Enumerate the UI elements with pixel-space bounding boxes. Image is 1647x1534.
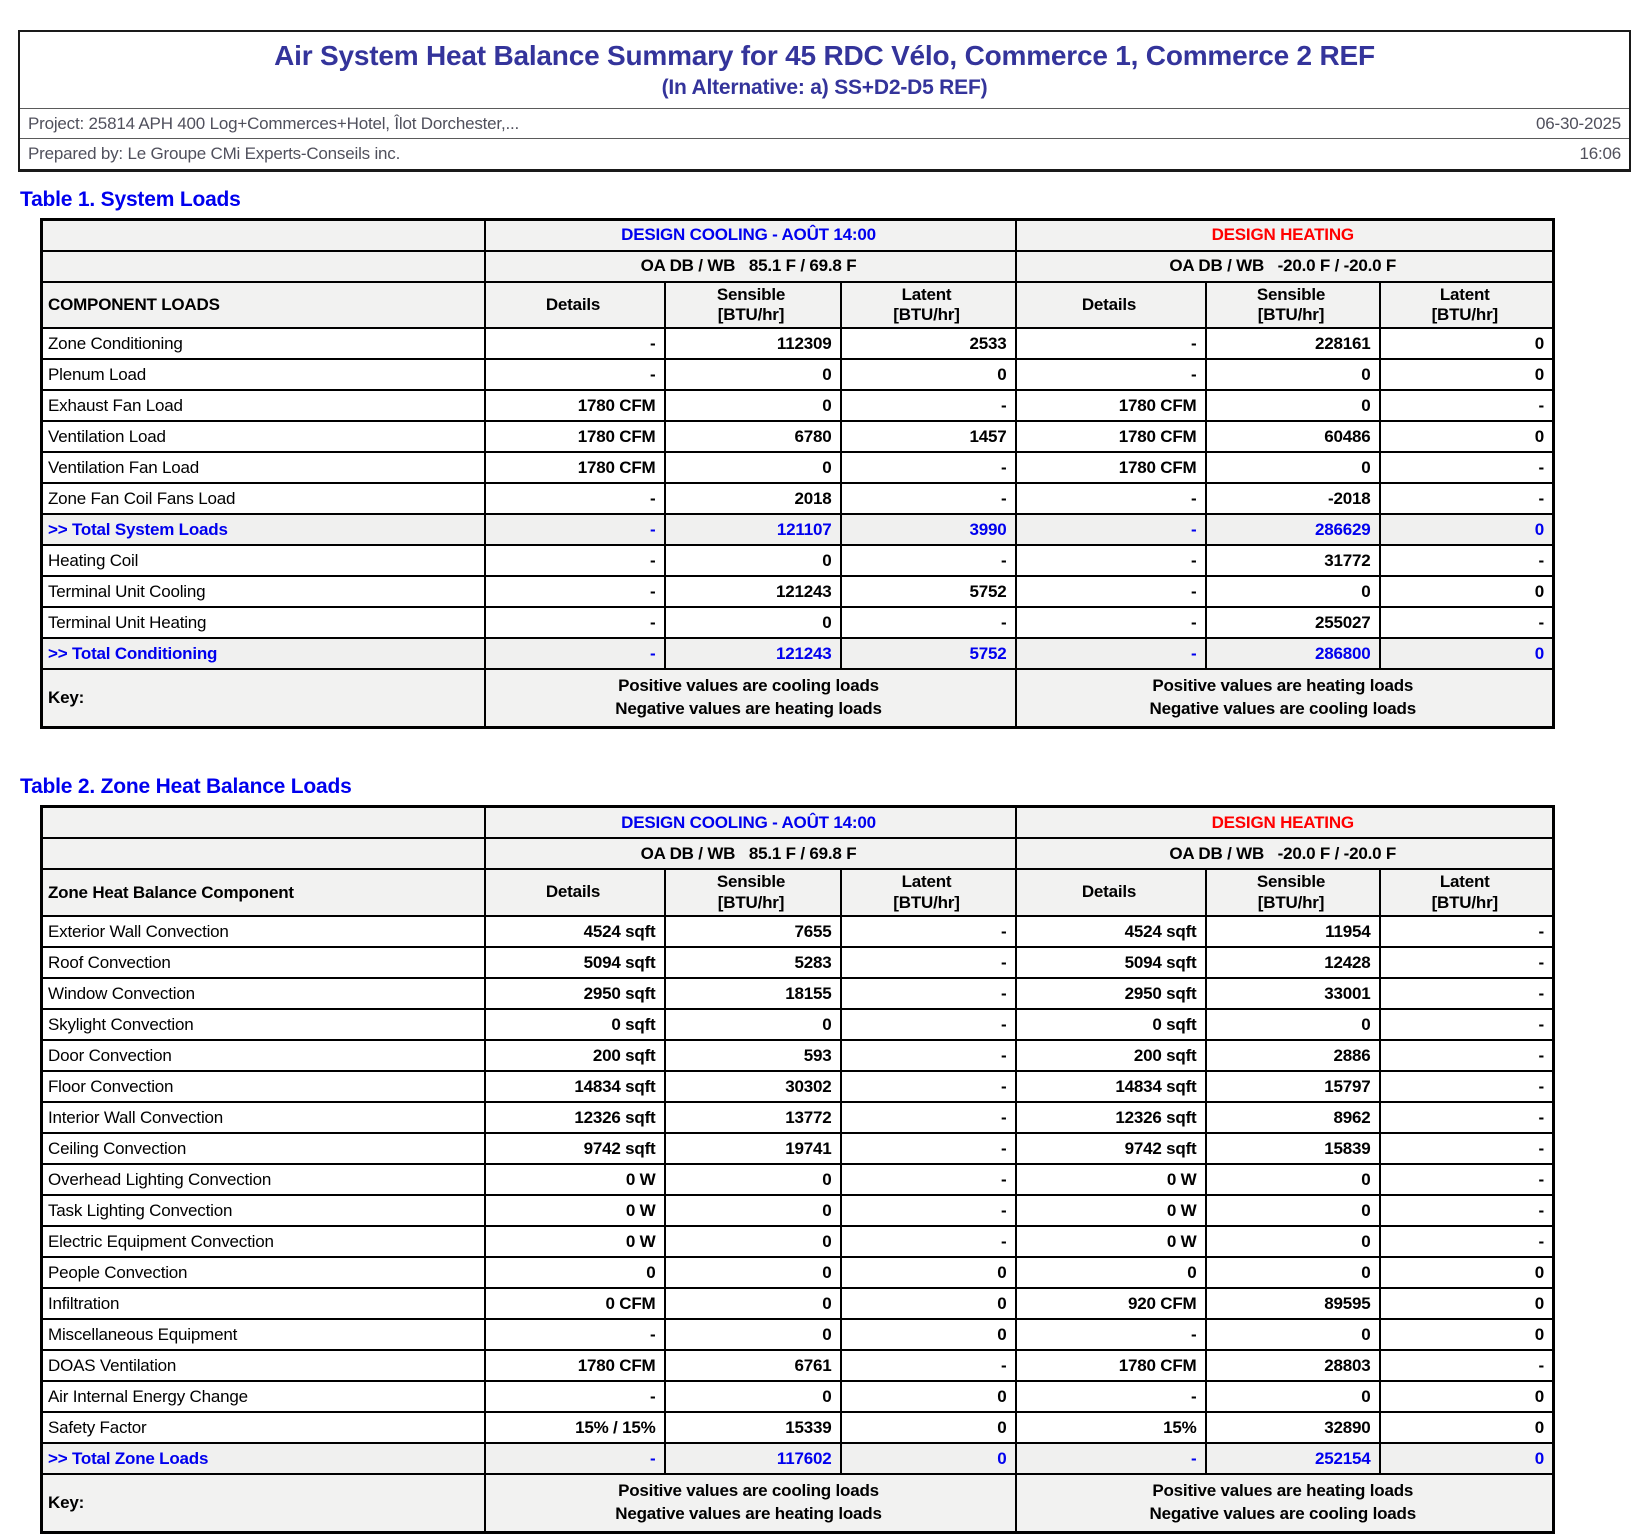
row-label: Exhaust Fan Load: [42, 390, 485, 421]
design-heating-header: DESIGN HEATING: [1016, 219, 1554, 251]
row-label: Window Convection: [42, 978, 485, 1009]
details-header: Details: [1016, 869, 1206, 916]
cell-value: -: [1016, 1319, 1206, 1350]
cell-value: -: [841, 947, 1016, 978]
cell-value: 200 sqft: [1016, 1040, 1206, 1071]
table-row: [42, 1164, 1554, 1195]
table-1-caption: Table 1. System Loads: [20, 187, 241, 211]
cell-value: 1780 CFM: [485, 1350, 665, 1381]
cell-value: 252154: [1206, 1443, 1380, 1474]
row-label: Safety Factor: [42, 1412, 485, 1443]
cell-value: -: [841, 1040, 1016, 1071]
cell-value: -: [485, 359, 665, 390]
oa-header-row: [42, 838, 1554, 869]
cell-value: -: [841, 1009, 1016, 1040]
table-row: [42, 545, 1554, 576]
cell-value: 0: [1380, 1319, 1554, 1350]
row-label: Air Internal Energy Change: [42, 1381, 485, 1412]
sensible-header: Sensible [BTU/hr]: [665, 282, 841, 329]
table-row: [42, 390, 1554, 421]
cell-value: 255027: [1206, 607, 1380, 638]
row-label: Ceiling Convection: [42, 1133, 485, 1164]
cell-value: 0 sqft: [485, 1009, 665, 1040]
cell-value: -: [1380, 1226, 1554, 1257]
cell-value: 4524 sqft: [485, 916, 665, 947]
report-date: 06-30-2025: [1536, 114, 1621, 133]
cell-value: 5094 sqft: [1016, 947, 1206, 978]
table-row: [42, 607, 1554, 638]
cell-value: -: [1016, 607, 1206, 638]
project-line: Project: 25814 APH 400 Log+Commerces+Hotel, Îlot Dorchester,...: [28, 114, 520, 133]
table-row: [42, 1195, 1554, 1226]
component-loads-header: COMPONENT LOADS: [42, 282, 485, 329]
cell-value: 0: [665, 1381, 841, 1412]
prepared-row: [20, 138, 1629, 168]
row-label: Zone Fan Coil Fans Load: [42, 483, 485, 514]
row-label: DOAS Ventilation: [42, 1350, 485, 1381]
cell-value: 0: [1380, 359, 1554, 390]
table-row: [42, 421, 1554, 452]
cell-value: 0: [841, 1381, 1016, 1412]
cell-value: 286629: [1206, 514, 1380, 545]
cell-value: 0 W: [485, 1226, 665, 1257]
system-loads-table: [40, 218, 1555, 730]
cell-value: -: [485, 638, 665, 669]
report-header: [18, 30, 1631, 172]
cell-value: 0: [1206, 1009, 1380, 1040]
cell-value: 0 sqft: [1016, 1009, 1206, 1040]
cell-value: 0: [665, 545, 841, 576]
cell-value: 0: [841, 1319, 1016, 1350]
cell-value: 0 CFM: [485, 1288, 665, 1319]
cell-value: -: [485, 483, 665, 514]
cell-value: 7655: [665, 916, 841, 947]
table-row: [42, 1071, 1554, 1102]
cell-value: -: [1016, 1443, 1206, 1474]
cell-value: -: [1016, 483, 1206, 514]
cell-value: -: [841, 1071, 1016, 1102]
cell-value: 0: [665, 1164, 841, 1195]
cell-value: 0: [1380, 421, 1554, 452]
spacer-cell: [42, 219, 485, 251]
cell-value: 1780 CFM: [1016, 421, 1206, 452]
row-label: Roof Convection: [42, 947, 485, 978]
cell-value: -: [1380, 483, 1554, 514]
total-row: [42, 638, 1554, 669]
row-label: Interior Wall Convection: [42, 1102, 485, 1133]
cell-value: 32890: [1206, 1412, 1380, 1443]
cell-value: 15839: [1206, 1133, 1380, 1164]
design-cooling-header: DESIGN COOLING - AOÛT 14:00: [485, 807, 1016, 839]
table-row: [42, 359, 1554, 390]
key-cooling-text: Positive values are cooling loads Negative values are heating loads: [485, 669, 1016, 728]
design-cooling-header: DESIGN COOLING - AOÛT 14:00: [485, 219, 1016, 251]
cell-value: 31772: [1206, 545, 1380, 576]
cell-value: -: [1016, 1381, 1206, 1412]
row-label: Infiltration: [42, 1288, 485, 1319]
cell-value: 0: [1206, 1319, 1380, 1350]
cell-value: -: [841, 978, 1016, 1009]
table-2-caption: Table 2. Zone Heat Balance Loads: [20, 775, 352, 799]
latent-header: Latent [BTU/hr]: [841, 282, 1016, 329]
details-header: Details: [485, 282, 665, 329]
cell-value: 0: [1380, 576, 1554, 607]
cell-value: 1780 CFM: [485, 421, 665, 452]
cell-value: 920 CFM: [1016, 1288, 1206, 1319]
cell-value: 121243: [665, 576, 841, 607]
cell-value: 0: [841, 1412, 1016, 1443]
table-row: [42, 1257, 1554, 1288]
cell-value: 1780 CFM: [485, 452, 665, 483]
cell-value: 121107: [665, 514, 841, 545]
table-row: [42, 576, 1554, 607]
row-label: Plenum Load: [42, 359, 485, 390]
cell-value: 0: [1380, 1288, 1554, 1319]
cell-value: 112309: [665, 328, 841, 359]
latent-header: Latent [BTU/hr]: [841, 869, 1016, 916]
cell-value: 0: [841, 1257, 1016, 1288]
cell-value: 19741: [665, 1133, 841, 1164]
cell-value: 2886: [1206, 1040, 1380, 1071]
cell-value: 3990: [841, 514, 1016, 545]
cell-value: 121243: [665, 638, 841, 669]
table-row: [42, 1226, 1554, 1257]
cell-value: 5752: [841, 638, 1016, 669]
row-label: Heating Coil: [42, 545, 485, 576]
table-row: [42, 1319, 1554, 1350]
key-heating-text: Positive values are heating loads Negative values are cooling loads: [1016, 1474, 1554, 1533]
cell-value: 2018: [665, 483, 841, 514]
design-header-row: [42, 807, 1554, 839]
oa-cooling-cell: OA DB / WB 85.1 F / 69.8 F: [485, 251, 1016, 282]
cell-value: -: [485, 328, 665, 359]
oa-heating-cell: OA DB / WB -20.0 F / -20.0 F: [1016, 251, 1554, 282]
cell-value: 593: [665, 1040, 841, 1071]
cell-value: -: [841, 1133, 1016, 1164]
cell-value: 228161: [1206, 328, 1380, 359]
cell-value: 0: [665, 1226, 841, 1257]
cell-value: -: [841, 452, 1016, 483]
cell-value: 0: [1206, 452, 1380, 483]
latent-header: Latent [BTU/hr]: [1380, 869, 1554, 916]
cell-value: 0: [1206, 1381, 1380, 1412]
cell-value: 0: [485, 1257, 665, 1288]
cell-value: -: [1016, 545, 1206, 576]
cell-value: 0: [665, 1257, 841, 1288]
cell-value: -: [485, 545, 665, 576]
table-row: [42, 1350, 1554, 1381]
row-label: Zone Conditioning: [42, 328, 485, 359]
cell-value: 12326 sqft: [1016, 1102, 1206, 1133]
report-title: Air System Heat Balance Summary for 45 RDC Vélo, Commerce 1, Commerce 2 REF: [274, 40, 1375, 71]
table-row: [42, 947, 1554, 978]
row-label: Miscellaneous Equipment: [42, 1319, 485, 1350]
cell-value: -: [485, 1443, 665, 1474]
cell-value: 9742 sqft: [1016, 1133, 1206, 1164]
cell-value: 14834 sqft: [485, 1071, 665, 1102]
cell-value: 0: [1016, 1257, 1206, 1288]
cell-value: 2950 sqft: [485, 978, 665, 1009]
oa-header-row: [42, 251, 1554, 282]
cell-value: 18155: [665, 978, 841, 1009]
table-row: [42, 916, 1554, 947]
cell-value: 0: [1380, 1257, 1554, 1288]
cell-value: 0: [665, 359, 841, 390]
table-row: [42, 1040, 1554, 1071]
row-label: Ventilation Load: [42, 421, 485, 452]
key-label: Key:: [42, 669, 485, 728]
table-row: [42, 328, 1554, 359]
table-row: [42, 1009, 1554, 1040]
cell-value: 33001: [1206, 978, 1380, 1009]
cell-value: -: [485, 576, 665, 607]
row-label: Task Lighting Convection: [42, 1195, 485, 1226]
cell-value: -: [1380, 916, 1554, 947]
row-label: Skylight Convection: [42, 1009, 485, 1040]
details-header: Details: [1016, 282, 1206, 329]
cell-value: 6780: [665, 421, 841, 452]
cell-value: 1780 CFM: [1016, 390, 1206, 421]
cell-value: -: [1016, 576, 1206, 607]
cell-value: 6761: [665, 1350, 841, 1381]
cell-value: 1780 CFM: [1016, 452, 1206, 483]
cell-value: 0: [1380, 328, 1554, 359]
row-label: Floor Convection: [42, 1071, 485, 1102]
sensible-header: Sensible [BTU/hr]: [1206, 869, 1380, 916]
cell-value: 9742 sqft: [485, 1133, 665, 1164]
details-header: Details: [485, 869, 665, 916]
cell-value: 117602: [665, 1443, 841, 1474]
cell-value: -: [1380, 947, 1554, 978]
row-label: Electric Equipment Convection: [42, 1226, 485, 1257]
prepared-line: Prepared by: Le Groupe CMi Experts-Conseils inc.: [28, 144, 401, 164]
table-row: [42, 1133, 1554, 1164]
cell-value: -: [841, 916, 1016, 947]
column-header-row: [42, 282, 1554, 329]
cell-value: 14834 sqft: [1016, 1071, 1206, 1102]
cell-value: -: [1380, 1040, 1554, 1071]
row-label: People Convection: [42, 1257, 485, 1288]
cell-value: 1457: [841, 421, 1016, 452]
cell-value: 0: [841, 1288, 1016, 1319]
key-label: Key:: [42, 1474, 485, 1533]
cell-value: -: [1380, 452, 1554, 483]
table-row: [42, 1102, 1554, 1133]
cell-value: 15%: [1016, 1412, 1206, 1443]
cell-value: 200 sqft: [485, 1040, 665, 1071]
latent-header: Latent [BTU/hr]: [1380, 282, 1554, 329]
oa-heating-cell: OA DB / WB -20.0 F / -20.0 F: [1016, 838, 1554, 869]
column-header-row: [42, 869, 1554, 916]
cell-value: 0 W: [485, 1164, 665, 1195]
cell-value: 0: [841, 359, 1016, 390]
row-label: Exterior Wall Convection: [42, 916, 485, 947]
spacer-cell: [42, 807, 485, 839]
cell-value: 1780 CFM: [485, 390, 665, 421]
key-row: [42, 669, 1554, 728]
cell-value: -: [1016, 638, 1206, 669]
cell-value: 0: [665, 1195, 841, 1226]
row-label: Terminal Unit Heating: [42, 607, 485, 638]
key-cooling-text: Positive values are cooling loads Negative values are heating loads: [485, 1474, 1016, 1533]
row-label: >> Total Zone Loads: [42, 1443, 485, 1474]
cell-value: -: [841, 1195, 1016, 1226]
cell-value: -: [1380, 1009, 1554, 1040]
total-row: [42, 514, 1554, 545]
cell-value: 1780 CFM: [1016, 1350, 1206, 1381]
cell-value: -: [485, 1319, 665, 1350]
cell-value: -: [841, 1102, 1016, 1133]
row-label: >> Total Conditioning: [42, 638, 485, 669]
row-label: Terminal Unit Cooling: [42, 576, 485, 607]
table-row: [42, 1288, 1554, 1319]
spacer-cell: [42, 251, 485, 282]
cell-value: 0: [1380, 1412, 1554, 1443]
cell-value: -: [1016, 514, 1206, 545]
cell-value: 15797: [1206, 1071, 1380, 1102]
cell-value: 28803: [1206, 1350, 1380, 1381]
cell-value: 0: [665, 452, 841, 483]
total-row: [42, 1443, 1554, 1474]
cell-value: -2018: [1206, 483, 1380, 514]
key-row: [42, 1474, 1554, 1533]
cell-value: 89595: [1206, 1288, 1380, 1319]
cell-value: 30302: [665, 1071, 841, 1102]
cell-value: 0: [1380, 514, 1554, 545]
component-loads-header: Zone Heat Balance Component: [42, 869, 485, 916]
table-row: [42, 1412, 1554, 1443]
cell-value: -: [841, 1164, 1016, 1195]
cell-value: -: [841, 545, 1016, 576]
cell-value: -: [1380, 1071, 1554, 1102]
cell-value: -: [1380, 1102, 1554, 1133]
cell-value: 0 W: [1016, 1164, 1206, 1195]
key-heating-text: Positive values are heating loads Negative values are cooling loads: [1016, 669, 1554, 728]
cell-value: 0: [665, 1319, 841, 1350]
cell-value: 0: [1380, 638, 1554, 669]
cell-value: 0: [1206, 1195, 1380, 1226]
cell-value: 13772: [665, 1102, 841, 1133]
cell-value: 5752: [841, 576, 1016, 607]
cell-value: 0: [1206, 390, 1380, 421]
cell-value: 5283: [665, 947, 841, 978]
cell-value: 286800: [1206, 638, 1380, 669]
report-subtitle: (In Alternative: a) SS+D2-D5 REF): [661, 76, 988, 99]
cell-value: 12428: [1206, 947, 1380, 978]
cell-value: 0: [1206, 359, 1380, 390]
cell-value: -: [1016, 359, 1206, 390]
cell-value: 0 W: [1016, 1195, 1206, 1226]
report-time: 16:06: [1579, 144, 1621, 164]
zone-heat-balance-table: [40, 805, 1555, 1534]
cell-value: -: [1380, 978, 1554, 1009]
cell-value: -: [841, 483, 1016, 514]
cell-value: -: [841, 1226, 1016, 1257]
cell-value: 0: [1206, 1164, 1380, 1195]
cell-value: -: [485, 607, 665, 638]
cell-value: 0: [1206, 1226, 1380, 1257]
cell-value: 0: [665, 607, 841, 638]
cell-value: 2533: [841, 328, 1016, 359]
cell-value: -: [841, 1350, 1016, 1381]
table-row: [42, 1381, 1554, 1412]
cell-value: -: [841, 607, 1016, 638]
cell-value: 0: [665, 1009, 841, 1040]
cell-value: -: [485, 1381, 665, 1412]
design-header-row: [42, 219, 1554, 251]
row-label: Door Convection: [42, 1040, 485, 1071]
cell-value: -: [1380, 1350, 1554, 1381]
cell-value: 0 W: [485, 1195, 665, 1226]
cell-value: -: [1380, 390, 1554, 421]
cell-value: 2950 sqft: [1016, 978, 1206, 1009]
cell-value: 15% / 15%: [485, 1412, 665, 1443]
cell-value: 0: [841, 1443, 1016, 1474]
cell-value: -: [841, 390, 1016, 421]
cell-value: -: [1016, 328, 1206, 359]
cell-value: -: [1380, 545, 1554, 576]
cell-value: 0: [1206, 576, 1380, 607]
cell-value: 11954: [1206, 916, 1380, 947]
cell-value: -: [1380, 607, 1554, 638]
cell-value: 60486: [1206, 421, 1380, 452]
spacer-cell: [42, 838, 485, 869]
cell-value: 15339: [665, 1412, 841, 1443]
design-heating-header: DESIGN HEATING: [1016, 807, 1554, 839]
table-row: [42, 978, 1554, 1009]
sensible-header: Sensible [BTU/hr]: [1206, 282, 1380, 329]
cell-value: 0: [1380, 1381, 1554, 1412]
cell-value: 12326 sqft: [485, 1102, 665, 1133]
cell-value: 8962: [1206, 1102, 1380, 1133]
cell-value: -: [485, 514, 665, 545]
table-row: [42, 452, 1554, 483]
sensible-header: Sensible [BTU/hr]: [665, 869, 841, 916]
oa-cooling-cell: OA DB / WB 85.1 F / 69.8 F: [485, 838, 1016, 869]
project-row: [20, 108, 1629, 138]
cell-value: 4524 sqft: [1016, 916, 1206, 947]
row-label: Overhead Lighting Convection: [42, 1164, 485, 1195]
cell-value: 0: [665, 390, 841, 421]
cell-value: 0 W: [1016, 1226, 1206, 1257]
cell-value: 0: [1206, 1257, 1380, 1288]
cell-value: 0: [665, 1288, 841, 1319]
cell-value: -: [1380, 1133, 1554, 1164]
cell-value: 5094 sqft: [485, 947, 665, 978]
row-label: Ventilation Fan Load: [42, 452, 485, 483]
cell-value: -: [1380, 1164, 1554, 1195]
cell-value: 0: [1380, 1443, 1554, 1474]
row-label: >> Total System Loads: [42, 514, 485, 545]
cell-value: -: [1380, 1195, 1554, 1226]
table-row: [42, 483, 1554, 514]
